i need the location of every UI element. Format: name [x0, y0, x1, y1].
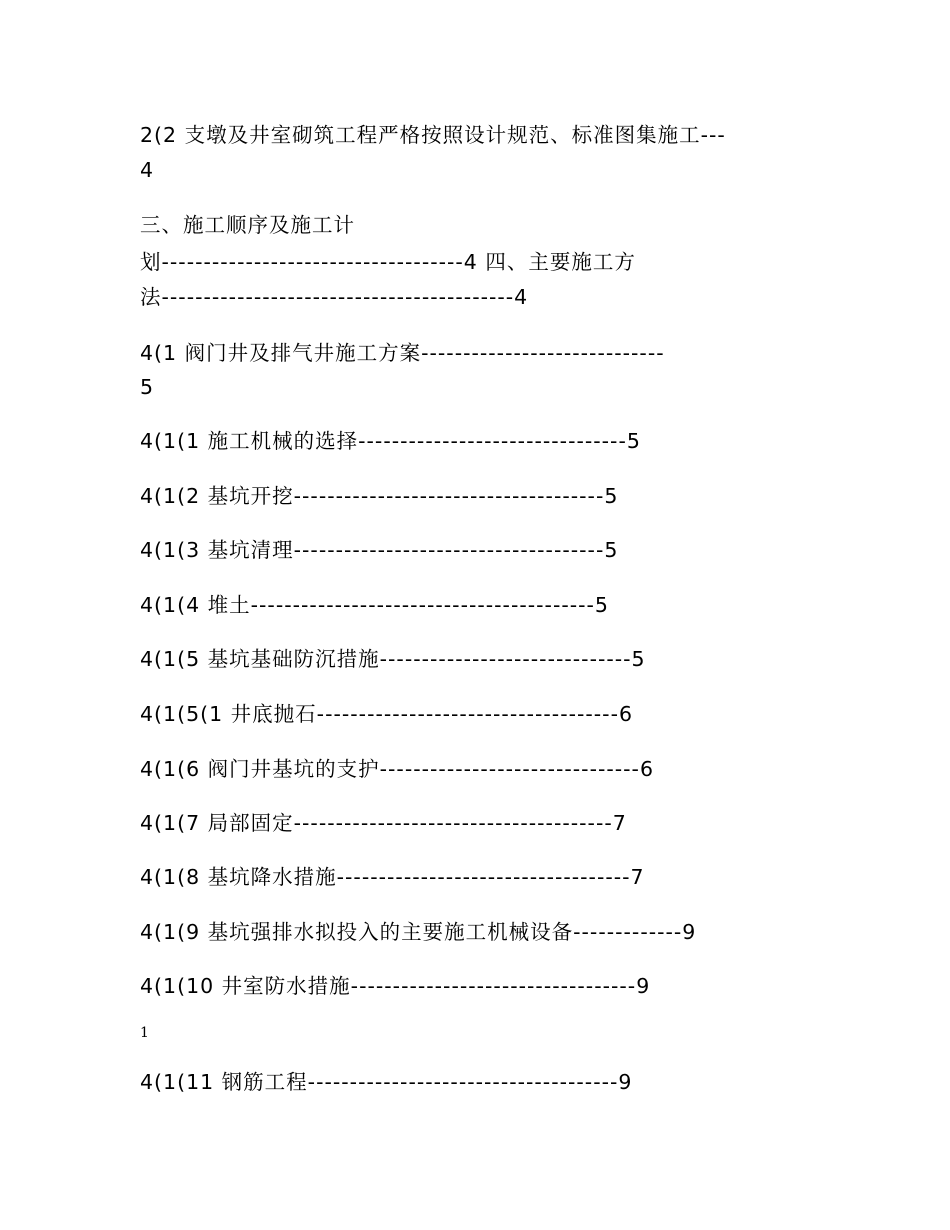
toc-entry: 4(1(7 局部固定--------------------------------------7	[140, 811, 627, 835]
toc-entry: 三、施工顺序及施工计	[140, 213, 355, 237]
toc-entry: 4(1(4 堆土-----------------------------------------5	[140, 593, 609, 617]
toc-entry: 4(1(11 钢筋工程-------------------------------------9	[140, 1070, 633, 1094]
toc-entry: 4(1(2 基坑开挖-------------------------------------5	[140, 484, 619, 508]
toc-entry: 4(1(8 基坑降水措施-----------------------------------7	[140, 865, 645, 889]
toc-entry: 划------------------------------------4 四、主要施工方	[140, 250, 636, 274]
toc-page-ref: 4	[140, 158, 155, 182]
toc-entry: 4(1 阀门井及排气井施工方案-----------------------------	[140, 341, 665, 365]
toc-entry: 4(1(5(1 井底抛石------------------------------------6	[140, 702, 634, 726]
toc-entry: 4(1(1 施工机械的选择--------------------------------5	[140, 429, 641, 453]
toc-page-ref: 5	[140, 375, 155, 399]
toc-entry: 4(1(5 基坑基础防沉措施------------------------------5	[140, 647, 646, 671]
toc-entry: 4(1(10 井室防水措施----------------------------------9	[140, 974, 651, 998]
toc-entry: 4(1(6 阀门井基坑的支护-------------------------------6	[140, 757, 654, 781]
page-number: 1	[140, 1025, 149, 1041]
toc-entry: 法------------------------------------------4	[140, 285, 529, 309]
toc-entry: 4(1(9 基坑强排水拟投入的主要施工机械设备-------------9	[140, 920, 697, 944]
toc-entry: 4(1(3 基坑清理-------------------------------------5	[140, 538, 619, 562]
toc-entry: 2(2 支墩及井室砌筑工程严格按照设计规范、标准图集施工---	[140, 123, 726, 147]
